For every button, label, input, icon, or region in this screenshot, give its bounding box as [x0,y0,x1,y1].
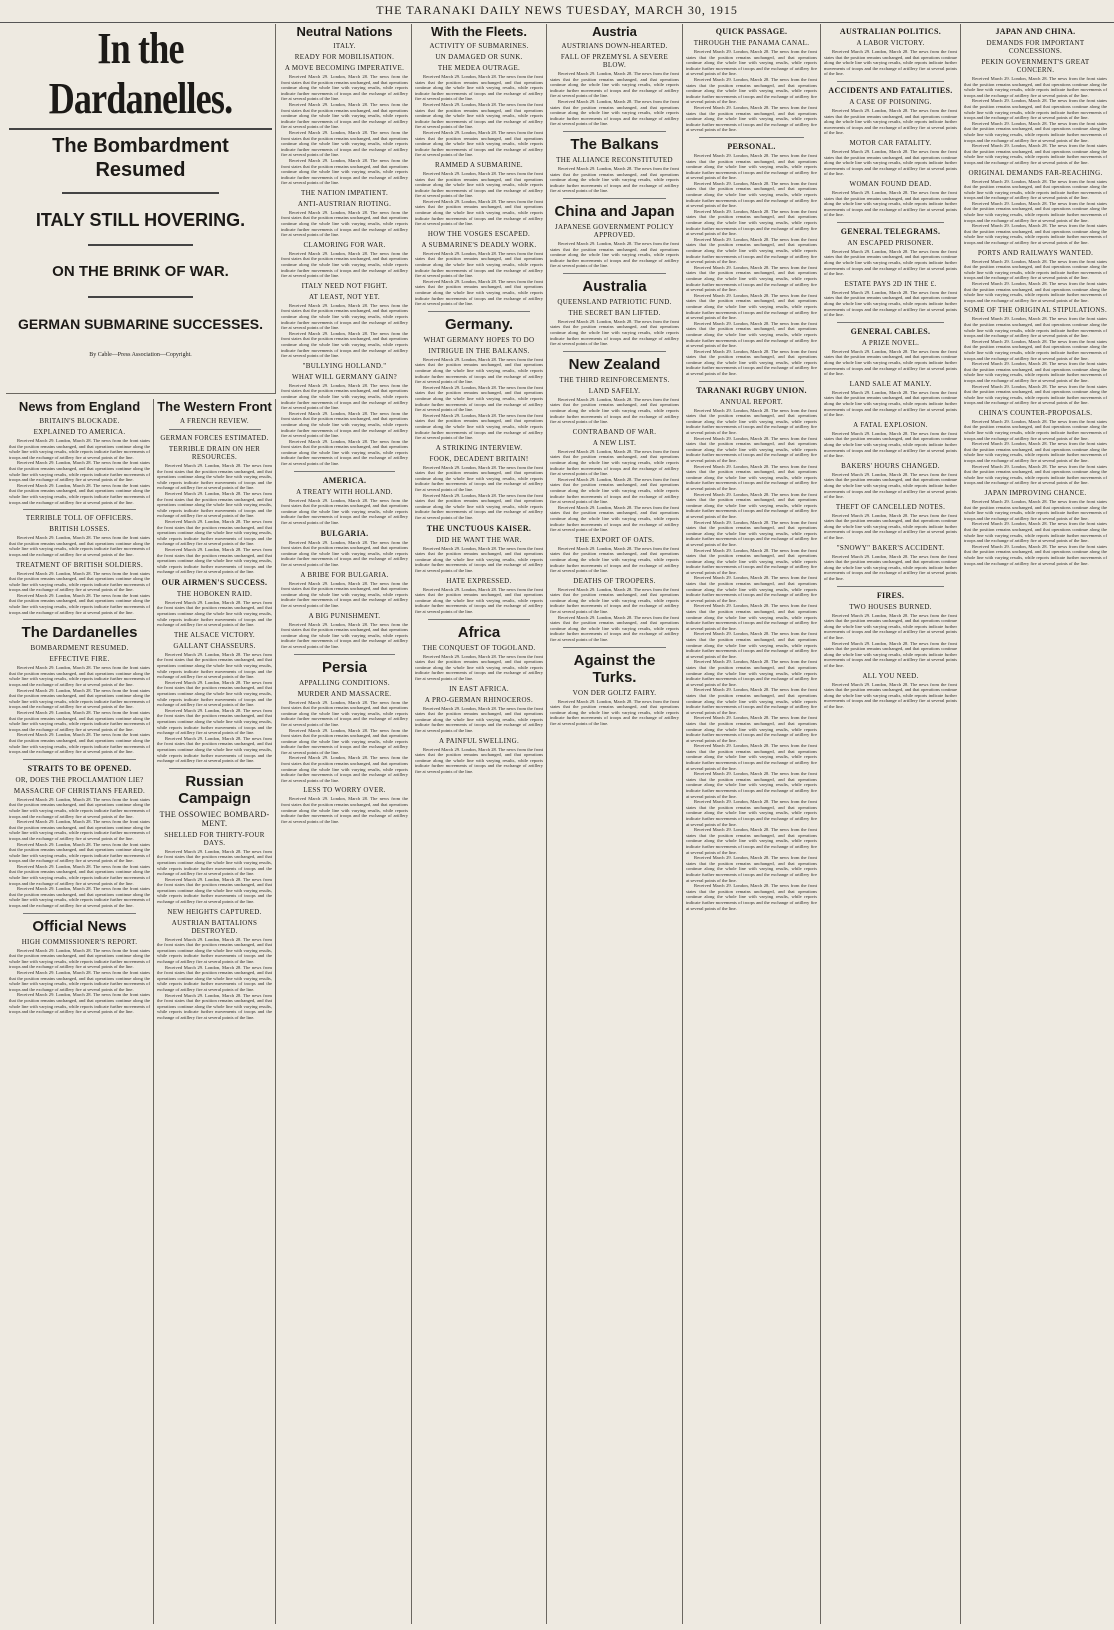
subhead-italy-ready: ITALY NEED NOT FIGHT. [301,281,388,290]
article-text: Received March 29. London, March 28. The news from the front states that the position remains unchanged, and that operations continue along the whole line with varying results, while reports indicate further movements of troops and the exchange of artillery fire at several points of the line. [9,438,150,460]
news-from-england-heading: News from England [18,399,141,414]
subhead-third: THE THIRD REINFORCEMENTS. [559,375,670,384]
subhead-personal: PERSONAL. [727,141,776,151]
persia-heading: Persia [321,658,368,676]
article-text: Received March 29. London, March 28. The news from the front states that the position remains unchanged, and that operations continue along the whole line with varying results, while reports indicate further movements of troops and the exchange of artillery fire at several points of the line. [281,755,408,783]
australia-heading: Australia [582,277,647,295]
subhead-appalling: APPALLING CONDITIONS. [299,678,390,687]
article-text: Received March 29. London, March 28. The news from the front states that the position remains unchanged, and that operations continue along the whole line with varying results, while reports indicate further movements of troops and the exchange of artillery fire at several points of the line. [964,178,1107,201]
article-text: Received March 29. London, March 28. The news from the front states that the position remains unchanged, and that operations continue along the whole line with varying results, while reports indicate further movements of troops and the exchange of artillery fire at several points of the line. [964,281,1107,303]
subhead-austrian: AUSTRIAN BATTALIONS DESTROYED. [171,918,258,935]
article-text: Received March 29. London, March 28. The news from the front states that the position remains unchanged, and that operations continue along the whole line with varying results, while reports indicate further movements of troops and the exchange of artillery fire at several points of the line. [824,248,957,277]
article-text: Received March 29. London, March 28. The news from the front states that the position remains unchanged, and that operations continue along the whole line with varying results, while reports indicate further movements of troops and the exchange of artillery fire at several points of the line. [9,570,150,593]
article-text: Received March 29. London, March 28. The news from the front states that the position remains unchanged, and that operations continue along the whole line with varying results, while reports indicate further movements of troops and the exchange of artillery fire at several points of the line. [686,883,817,911]
subhead-murder: MURDER AND MASSACRE. [297,689,392,698]
subhead-newlist: A NEW LIST. [592,438,637,447]
article-text: Received March 29. London, March 28. The news from the front states that the position remains unchanged, and that operations continue along the whole line with varying results, while reports indicate further movements of troops and the exchange of artillery fire at several points of the line. [157,707,272,736]
subhead-kaiser: THE UNCTUOUS KAISER. [426,523,532,533]
article-text: Received March 29. London, March 28. The news from the front states that the position remains unchanged, and that operations continue along the whole line with varying results, while reports indicate further movements of troops and the exchange of artillery fire at several points of the line. [415,653,543,681]
western-front-heading: The Western Front [157,399,272,414]
article-text: Received March 29. London, March 28. The news from the front states that the position remains unchanged, and that operations continue along the whole line with varying results, while reports indicate further movements of troops and the exchange of artillery fire at several points of the line. [964,258,1107,281]
subhead-america: AMERICA. [322,475,367,485]
column-japan-china [961,24,1110,1624]
subhead-landed: LAND SAFELY. [588,386,641,395]
column-fleets [412,24,547,1624]
subhead-straits: STRAITS TO BE OPENED. [27,763,132,773]
article-text: Received March 29. London, March 28. The news from the front states that the position remains unchanged, and that operations continue along the whole line with varying results, while reports indicate further movements of troops and the exchange of artillery fire at several points of the line. [415,129,543,158]
article-text: Received March 29. London, March 28. The news from the front states that the position remains unchanged, and that operations continue along the whole line with varying results, while reports indicate further movements of troops and the exchange of artillery fire at several points of the line. [824,553,957,582]
subhead-effective: EFFECTIVE FIRE. [49,655,110,664]
subhead-ready: READY FOR MOBILISATION. [294,53,395,61]
article-text: Received March 29. London, March 28. The news from the front states that the position remains unchanged, and that operations continue along the whole line with varying results, while reports indicate further movements of troops and the exchange of artillery fire at several points of the line. [824,512,957,541]
article-text: Received March 29. London, March 28. The news from the front states that the position remains unchanged, and that operations continue along the whole line with varying results, while reports indicate further movements of troops and the exchange of artillery fire at several points of the line. [686,435,817,463]
subhead-rugby: TARANAKI RUGBY UNION. [696,385,807,395]
article-text: Received March 29. London, March 28. The news from the front states that the position remains unchanged, and that operations continue along the whole line with varying results, while reports indicate further movements of troops and the exchange of artillery fire at several points of the line. [686,715,817,743]
article-text: Received March 29. London, March 28. The news from the front states that the position remains unchanged, and that operations continue along the whole line with varying results, while reports indicate further movements of troops and the exchange of artillery fire at several points of the line. [157,992,272,1020]
article-text: Received March 29. London, March 28. The news from the front states that the position remains unchanged, and that operations continue along the whole line with varying results, while reports indicate further movements of troops and the exchange of artillery fire at several points of the line. [686,152,817,181]
subhead-bakers: BAKERS' HOURS CHANGED. [841,461,940,470]
article-text: Received March 29. London, March 28. The news from the front states that the position remains unchanged, and that operations continue along the whole line with varying results, while reports indicate further movements of troops and the exchange of artillery fire at several points of the line. [686,827,817,855]
article-text: Received March 29. London, March 28. The news from the front states that the position remains unchanged, and that operations continue along the whole line with varying results, while reports indicate further movements of troops and the exchange of artillery fire at several points of the line. [686,407,817,436]
article-text: Received March 29. London, March 28. The news from the front states that the position remains unchanged, and that operations continue along the whole line with varying results, while reports indicate further movements of troops and the exchange of artillery fire at several points of the line. [964,499,1107,521]
article-text: Received March 29. London, March 28. The news from the front states that the position remains unchanged, and that operations continue along the whole line with varying results, while reports indicate further movements of troops and the exchange of artillery fire at several points of the line. [9,863,150,886]
article-text: Received March 29. London, March 28. The news from the front states that the position remains unchanged, and that operations continue along the whole line with varying results, while reports indicate further movements of troops and the exchange of artillery fire at several points of the line. [550,98,679,127]
subhead-treaty: A TREATY WITH HOLLAND. [296,487,393,496]
article-text: Received March 29. London, March 28. The news from the front states that the position remains unchanged, and that operations continue along the whole line with varying results, while reports indicate further movements of troops and the exchange of artillery fire at several points of the line. [964,441,1107,464]
article-text: Received March 29. London, March 28. The news from the front states that the position remains unchanged, and that operations continue along the whole line with varying results, while reports indicate further movements of troops and the exchange of artillery fire at several points of the line. [686,491,817,519]
against-turks-heading: Against the Turks. [573,651,656,686]
subhead-decadent: FOOK, DECADENT BRITAIN! [429,454,529,463]
article-text: Received March 29. London, March 28. The news from the front states that the position remains unchanged, and that operations continue along the whole line with varying results, while reports indicate further movements of troops and the exchange of artillery fire at several points of the line. [550,240,679,269]
article-text: Received March 29. London, March 28. The news from the front states that the position remains unchanged, and that operations continue along the whole line with varying results, while reports indicate further movements of troops and the exchange of artillery fire at several points of the line. [281,410,408,439]
article-text: Received March 29. London, March 28. The news from the front states that the position remains unchanged, and that operations continue along the whole line with varying results, while reports indicate further movements of troops and the exchange of artillery fire at several points of the line. [157,518,272,547]
article-text: Received March 29. London, March 28. The news from the front states that the position remains unchanged, and that operations continue along the whole line with varying results, while reports indicate further movements of troops and the exchange of artillery fire at several points of the line. [281,157,408,186]
article-text: Received March 29. London, March 28. The news from the front states that the position remains unchanged, and that operations continue along the whole line with varying results, while reports indicate further movements of troops and the exchange of artillery fire at several points of the line. [9,460,150,483]
article-text: Received March 29. London, March 28. The news from the front states that the position remains unchanged, and that operations continue along the whole line with varying results, while reports indicate further movements of troops and the exchange of artillery fire at several points of the line. [9,687,150,710]
article-text: Received March 29. London, March 28. The news from the front states that the position remains unchanged, and that operations continue along the whole line with varying results, while reports indicate further movements of troops and the exchange of artillery fire at several points of the line. [964,543,1107,566]
new-zealand-heading: New Zealand [568,355,661,373]
article-text: Received March 29. London, March 28. The news from the front states that the position remains unchanged, and that operations continue along the whole line with varying results, while reports indicate further movements of troops and the exchange of artillery fire at several points of the line. [415,356,543,385]
subhead-shelled: SHELLED FOR THIRTY-FOUR DAYS. [164,830,265,847]
subhead-escaped: AN ESCAPED PRISONER. [847,238,934,247]
article-text: Received March 29. London, March 28. The news from the front states that the position remains unchanged, and that operations continue along the whole line with varying results, while reports indicate further movements of troops and the exchange of artillery fire at several points of the line. [281,438,408,467]
article-text: Received March 29. London, March 28. The news from the front states that the position remains unchanged, and that operations continue along the whole line with varying results, while reports indicate further movements of troops and the exchange of artillery fire at several points of the line. [686,208,817,237]
article-text: Received March 29. London, March 28. The news from the front states that the position remains unchanged, and that operations continue along the whole line with varying results, while reports indicate further movements of troops and the exchange of artillery fire at several points of the line. [9,886,150,909]
article-text: Received March 29. London, March 28. The news from the front states that the position remains unchanged, and that operations continue along the whole line with varying results, while reports indicate further movements of troops and the exchange of artillery fire at several points of the line. [415,198,543,227]
subhead-oats: THE EXPORT OF OATS. [574,535,655,544]
article-text: Received March 29. London, March 28. The news from the front states that the position remains unchanged, and that operations continue along the whole line with varying results, while reports indicate further movements of troops and the exchange of artillery fire at several points of the line. [157,546,272,575]
article-text: Received March 29. London, March 28. The news from the front states that the position remains unchanged, and that operations continue along the whole line with varying results, while reports indicate further movements of troops and the exchange of artillery fire at several points of the line. [550,698,679,726]
article-text: Received March 29. London, March 28. The news from the front states that the position remains unchanged, and that operations continue along the whole line with varying results, while reports indicate further movements of troops and the exchange of artillery fire at several points of the line. [281,250,408,279]
article-text: Received March 29. London, March 28. The news from the front states that the position remains unchanged, and that operations continue along the whole line with varying results, while reports indicate further movements of troops and the exchange of artillery fire at several points of the line. [550,614,679,643]
article-text: Received March 29. London, March 28. The news from the front states that the position remains unchanged, and that operations continue along the whole line with varying results, while reports indicate further movements of troops and the exchange of artillery fire at several points of the line. [415,586,543,614]
article-text: Received March 29. London, March 28. The news from the front states that the position remains unchanged, and that operations continue along the whole line with varying results, while reports indicate further movements of troops and the exchange of artillery fire at several points of the line. [281,382,408,411]
article-text: Received March 29. London, March 28. The news from the front states that the position remains unchanged, and that operations continue along the whole line with varying results, while reports indicate further movements of troops and the exchange of artillery fire at several points of the line. [157,936,272,965]
subhead-allyou: ALL YOU NEED. [862,671,919,680]
lead-headline-3: ON THE BRINK OF WAR. [52,263,229,280]
article-text: Received March 29. London, March 28. The news from the front states that the position remains unchanged, and that operations continue along the whole line with varying results, while reports indicate further movements of troops and the exchange of artillery fire at several points of the line. [550,396,679,425]
article-text: Received March 29. London, March 28. The news from the front states that the position remains unchanged, and that operations continue along the whole line with varying results, while reports indicate further movements of troops and the exchange of artillery fire at several points of the line. [157,490,272,519]
article-text: Received March 29. London, March 28. The news from the front states that the position remains unchanged, and that operations continue along the whole line with varying results, while reports indicate further movements of troops and the exchange of artillery fire at several points of the line. [686,519,817,547]
subhead-outrage: THE MEDEA OUTRAGE. [437,64,521,72]
article-text: Received March 29. London, March 28. The news from the front states that the position remains unchanged, and that operations continue along the whole line with varying results, while reports indicate further movements of troops and the exchange of artillery fire at several points of the line. [964,76,1107,98]
article-text: Received March 29. London, March 28. The news from the front states that the position remains unchanged, and that operations continue along the whole line with varying results, while reports indicate further movements of troops and the exchange of artillery fire at several points of the line. [964,338,1107,361]
newspaper-page [6,24,1110,1624]
article-text: Received March 29. London, March 28. The news from the front states that the position remains unchanged, and that operations continue along the whole line with varying results, while reports indicate further movements of troops and the exchange of artillery fire at several points of the line. [9,819,150,841]
subhead-worry: LESS TO WORRY OVER. [303,786,386,795]
subhead-impatient: THE NATION IMPATIENT. [301,188,388,197]
subhead-vosges: HOW THE VOSGES ESCAPED. [427,229,531,238]
article-text: Received March 29. London, March 28. The news from the front states that the position remains unchanged, and that operations continue along the whole line with varying results, while reports indicate further movements of troops and the exchange of artillery fire at several points of the line. [9,710,150,732]
article-text: Received March 29. London, March 28. The news from the front states that the position remains unchanged, and that operations continue along the whole line with varying results, while reports indicate further movements of troops and the exchange of artillery fire at several points of the line. [686,264,817,293]
subhead-ports: PORTS AND RAILWAYS WANTED. [977,248,1094,257]
article-text: Received March 29. London, March 28. The news from the front states that the position remains unchanged, and that operations continue along the whole line with varying results, while reports indicate further movements of troops and the exchange of artillery fire at several points of the line. [157,651,272,680]
article-text: Received March 29. London, March 28. The news from the front states that the position remains unchanged, and that operations continue along the whole line with varying results, while reports indicate further movements of troops and the exchange of artillery fire at several points of the line. [281,699,408,727]
subhead-panama: THROUGH THE PANAMA CANAL. [693,39,810,47]
official-news-heading: Official News [32,917,127,935]
subhead-labor: A LABOR VICTORY. [856,39,925,47]
subhead-explosion: A FATAL EXPLOSION. [853,420,928,429]
subhead-hate: HATE EXPRESSED. [446,576,512,585]
subhead-alsace: THE ALSACE VICTORY. [174,630,255,639]
article-text: Received March 29. London, March 28. The news from the front states that the position remains unchanged, and that operations continue along the whole line with varying results, while reports indicate further movements of troops and the exchange of artillery fire at several points of the line. [415,278,543,307]
subhead-japan-china: JAPAN AND CHINA. [995,27,1076,36]
with-the-fleets-heading: With the Fleets. [431,24,527,39]
subhead-massacre: MASSACRE OF CHRISTIANS FEARED. [13,786,146,795]
subhead-fires: FIRES. [876,590,905,600]
subhead-deaths: DEATHS OF TROOPERS. [573,576,656,585]
subhead-stipulations: SOME OF THE ORIGINAL STIPULATIONS. [964,306,1108,315]
article-text: Received March 29. London, March 28. The news from the front states that the position remains unchanged, and that operations continue along the whole line with varying results, while reports indicate further movements of troops and the exchange of artillery fire at several points of the line. [964,316,1107,339]
subhead-prize: A PRIZE NOVEL. [861,338,920,347]
article-text: Received March 29. London, March 28. The news from the front states that the position remains unchanged, and that operations continue along the whole line with varying results, while reports indicate further movements of troops and the exchange of artillery fire at several points of the line. [686,292,817,321]
column-western-front [154,399,276,1624]
article-text: Received March 29. London, March 28. The news from the front states that the position remains unchanged, and that operations continue along the whole line with varying results, while reports indicate further movements of troops and the exchange of artillery fire at several points of the line. [964,383,1107,406]
africa-heading: Africa [457,623,501,641]
article-text: Received March 29. London, March 28. The news from the front states that the position remains unchanged, and that operations continue along the whole line with varying results, while reports indicate further movements of troops and the exchange of artillery fire at several points of the line. [415,250,543,279]
column-quick-passage [683,24,821,1624]
subhead-secret: THE SECRET BAN LIFTED. [568,308,661,317]
subhead-toll: TERRIBLE TOLL OF OFFICERS. [25,514,134,523]
subhead-quick: QUICK PASSAGE. [715,27,788,36]
article-text: Received March 29. London, March 28. The news from the front states that the position remains unchanged, and that operations continue along the whole line with varying results, while reports indicate further movements of troops and the exchange of artillery fire at several points of the line. [686,631,817,659]
lead-headline-4: GERMAN SUBMARINE SUCCESSES. [17,316,264,332]
russian-campaign-heading: Russian Campaign [178,772,251,807]
article-text: Received March 29. London, March 28. The news from the front states that the position remains unchanged, and that operations continue along the whole line with varying results, while reports indicate further movements of troops and the exchange of artillery fire at several points of the line. [686,603,817,631]
article-text: Received March 29. London, March 28. The news from the front states that the position remains unchanged, and that operations continue along the whole line with varying results, while reports indicate further movements of troops and the exchange of artillery fire at several points of the line. [964,223,1107,246]
masthead: THE TARANAKI DAILY NEWS TUESDAY, MARCH 30, 1915 [0,0,1114,23]
subhead-land: LAND SALE AT MANLY. [849,379,932,388]
column-neutral-nations [278,24,412,1624]
article-text: Received March 29. London, March 28. The news from the front states that the position remains unchanged, and that operations continue along the whole line with varying results, while reports indicate further movements of troops and the exchange of artillery fire at several points of the line. [550,476,679,505]
article-text: Received March 29. London, March 28. The news from the front states that the position remains unchanged, and that operations continue along the whole line with varying results, while reports indicate further movements of troops and the exchange of artillery fire at several points of the line. [415,545,543,573]
column-austria [547,24,683,1624]
article-text: Received March 29. London, March 28. The news from the front states that the position remains unchanged, and that operations continue along the whole line with varying results, while reports indicate further movements of troops and the exchange of artillery fire at several points of the line. [9,482,150,505]
subhead-blockade: BRITAIN'S BLOCKADE. [39,417,120,425]
article-text: Received March 29. London, March 28. The news from the front states that the position remains unchanged, and that operations continue along the whole line with varying results, while reports indicate further movements of troops and the exchange of artillery fire at several points of the line. [686,687,817,715]
article-text: Received March 29. London, March 28. The news from the front states that the position remains unchanged, and that operations continue along the whole line with varying results, while reports indicate further movements of troops and the exchange of artillery fire at several points of the line. [686,180,817,209]
article-text: Received March 29. London, March 28. The news from the front states that the position remains unchanged, and that operations continue along the whole line with varying results, while reports indicate further movements of troops and the exchange of artillery fire at several points of the line. [686,49,817,77]
subhead-alliance: THE ALLIANCE RECONSTITUTED [556,155,673,164]
subhead-damaged: UN DAMAGED OR SUNK. [435,53,523,61]
article-text: Received March 29. London, March 28. The news from the front states that the position remains unchanged, and that operations continue along the whole line with varying results, while reports indicate further movements of troops and the exchange of artillery fire at several points of the line. [9,592,150,615]
china-japan-heading: China and Japan [554,202,675,220]
article-text: Received March 29. London, March 28. The news from the front states that the position remains unchanged, and that operations continue along the whole line with varying results, while reports indicate further movements of troops and the exchange of artillery fire at several points of the line. [824,107,957,136]
subhead-annual: ANNUAL REPORT. [720,397,783,406]
article-text: Received March 29. London, March 28. The news from the front states that the position remains unchanged, and that operations continue along the whole line with varying results, while reports indicate further movements of troops and the exchange of artillery fire at several points of the line. [9,796,150,819]
subhead-goltz: VON DER GOLTZ FAIRY. [572,688,657,697]
article-text: Received March 29. London, March 28. The news from the front states that the position remains unchanged, and that operations continue along the whole line with varying results, while reports indicate further movements of troops and the exchange of artillery fire at several points of the line. [415,74,543,102]
subhead-intrigue: INTRIGUE IN THE BALKANS. [428,346,530,355]
article-text: Received March 29. London, March 28. The news from the front states that the position remains unchanged, and that operations continue along the whole line with varying results, while reports indicate further movements of troops and the exchange of artillery fire at several points of the line. [281,727,408,755]
subhead-bombardment: BOMBARDMENT RESUMED. [30,644,129,653]
germany-heading: Germany. [444,315,514,333]
subhead-striking: A STRIKING INTERVIEW. [435,443,523,452]
article-text: Received March 29. London, March 28. The news from the front states that the position remains unchanged, and that operations continue along the whole line with varying results, while reports indicate further movements of troops and the exchange of artillery fire at several points of the line. [824,612,957,640]
article-text: Received March 29. London, March 28. The news from the front states that the position remains unchanged, and that operations continue along the whole line with varying results, while reports indicate further movements of troops and the exchange of artillery fire at several points of the line. [281,621,408,649]
subhead-treatment: TREATMENT OF BRITISH SOLDIERS. [15,560,144,569]
subhead-demands: DEMANDS FOR IMPORTANT CONCESSIONS. [986,39,1085,55]
subhead-rhinoceros: A PRO-GERMAN RHINOCEROS. [424,695,534,704]
article-text: Received March 29. London, March 28. The news from the front states that the position remains unchanged, and that operations continue along the whole line with varying results, while reports indicate further movements of troops and the exchange of artillery fire at several points of the line. [964,361,1107,383]
subhead-drain: TERRIBLE DRAIN ON HER RESOURCES. [168,445,261,461]
subhead-proclamation: OR, DOES THE PROCLAMATION LIE? [15,775,144,784]
article-text: Received March 29. London, March 28. The news from the front states that the position remains unchanged, and that operations continue along the whole line with varying results, while reports indicate further movements of troops and the exchange of artillery fire at several points of the line. [824,430,957,459]
subhead-poisoning: A CASE OF POISONING. [849,97,932,106]
article-text: Received March 29. London, March 28. The news from the front states that the position remains unchanged, and that operations continue along the whole line with varying results, while reports indicate further movements of troops and the exchange of artillery fire at several points of the line. [157,848,272,877]
subhead-togoland: THE CONQUEST OF TOGOLAND. [422,643,536,652]
article-text: Received March 29. London, March 28. The news from the front states that the position remains unchanged, and that operations continue along the whole line with varying results, while reports indicate further movements of troops and the exchange of artillery fire at several points of the line. [550,71,679,99]
article-text: Received March 29. London, March 28. The news from the front states that the position remains unchanged, and that operations continue along the whole line with varying results, while reports indicate further movements of troops and the exchange of artillery fire at several points of the line. [550,504,679,533]
article-text: Received March 29. London, March 28. The news from the front states that the position remains unchanged, and that operations continue along the whole line with varying results, while reports indicate further movements of troops and the exchange of artillery fire at several points of the line. [550,448,679,477]
subhead-hopes: WHAT GERMANY HOPES TO DO [423,335,535,344]
article-text: Received March 29. London, March 28. The news from the front states that the position remains unchanged, and that operations continue along the whole line with varying results, while reports indicate further movements of troops and the exchange of artillery fire at several points of the line. [686,236,817,265]
article-text: Received March 29. London, March 28. The news from the front states that the position remains unchanged, and that operations continue along the whole line with varying results, while reports indicate further movements of troops and the exchange of artillery fire at several points of the line. [964,120,1107,143]
subhead-explained: EXPLAINED TO AMERICA. [33,428,126,436]
subhead-report: HIGH COMMISSIONER'S REPORT. [21,937,138,946]
article-text: Received March 29. London, March 28. The news from the front states that the position remains unchanged, and that operations continue along the whole line with varying results, while reports indicate further movements of troops and the exchange of artillery fire at several points of the line. [9,535,150,557]
article-text: Received March 29. London, March 28. The news from the front states that the position remains unchanged, and that operations continue along the whole line with varying results, while reports indicate further movements of troops and the exchange of artillery fire at several points of the line. [281,302,408,331]
article-text: Received March 29. London, March 28. The news from the front states that the position remains unchanged, and that operations continue along the whole line with varying results, while reports indicate further movements of troops and the exchange of artillery fire at several points of the line. [686,547,817,575]
article-text: Received March 29. London, March 28. The news from the front states that the position remains unchanged, and that operations continue along the whole line with varying results, while reports indicate further movements of troops and the exchange of artillery fire at several points of the line. [964,521,1107,544]
article-text: Received March 29. London, March 28. The news from the front states that the position remains unchanged, and that operations continue along the whole line with varying results, while reports indicate further movements of troops and the exchange of artillery fire at several points of the line. [415,170,543,199]
article-text: Received March 29. London, March 28. The news from the front states that the position remains unchanged, and that operations continue along the whole line with varying results, while reports indicate further movements of troops and the exchange of artillery fire at several points of the line. [281,580,408,608]
subhead-bribe: A BRIBE FOR BULGARIA. [300,570,389,579]
article-text: Received March 29. London, March 28. The news from the front states that the position remains unchanged, and that operations continue along the whole line with varying results, while reports indicate further movements of troops and the exchange of artillery fire at several points of the line. [9,970,150,992]
subhead-move: A MOVE BECOMING IMPERATIVE. [284,64,405,72]
article-text: Received March 29. London, March 28. The news from the front states that the position remains unchanged, and that operations continue along the whole line with varying results, while reports indicate further movements of troops and the exchange of artillery fire at several points of the line. [415,412,543,441]
article-text: Received March 29. London, March 28. The news from the front states that the position remains unchanged, and that operations continue along the whole line with varying results, while reports indicate further movements of troops and the exchange of artillery fire at several points of the line. [550,545,679,574]
subhead-gain: WHAT WILL GERMANY GAIN? [291,372,398,381]
article-text: Received March 29. London, March 28. The news from the front states that the position remains unchanged, and that operations continue along the whole line with varying results, while reports indicate further movements of troops and the exchange of artillery fire at several points of the line. [281,209,408,238]
article-text: Received March 29. London, March 28. The news from the front states that the position remains unchanged, and that operations continue along the whole line with varying results, while reports indicate further movements of troops and the exchange of artillery fire at several points of the line. [686,76,817,105]
subhead-activity: ACTIVITY OF SUBMARINES. [429,42,529,50]
article-text: Received March 29. London, March 28. The news from the front states that the position remains unchanged, and that operations continue along the whole line with varying results, while reports indicate further movements of troops and the exchange of artillery fire at several points of the line. [415,705,543,733]
article-text: Received March 29. London, March 28. The news from the front states that the position remains unchanged, and that operations continue along the whole line with varying results, while reports indicate further movements of troops and the exchange of artillery fire at several points of the line. [686,855,817,883]
article-text: Received March 29. London, March 28. The news from the front states that the position remains unchanged, and that operations continue along the whole line with varying results, while reports indicate further movements of troops and the exchange of artillery fire at several points of the line. [281,539,408,567]
subhead-swelling: A PAINFUL SWELLING. [438,736,520,745]
article-text: Received March 29. London, March 28. The news from the front states that the position remains unchanged, and that operations continue along the whole line with varying results, while reports indicate further movements of troops and the exchange of artillery fire at several points of the line. [550,165,679,194]
balkans-heading: The Balkans [570,135,659,153]
subhead-italy: ITALY. [333,42,356,50]
subhead-motor: MOTOR CAR FATALITY. [849,138,932,147]
article-text: Received March 29. London, March 28. The news from the front states that the position remains unchanged, and that operations continue along the whole line with varying results, while reports indicate further movements of troops and the exchange of artillery fire at several points of the line. [686,659,817,687]
subhead-snowy: "SNOWY" BAKER'S ACCIDENT. [836,543,945,552]
article-text: Received March 29. London, March 28. The news from the front states that the position remains unchanged, and that operations continue along the whole line with varying results, while reports indicate further movements of troops and the exchange of artillery fire at several points of the line. [824,289,957,318]
subhead-houses: TWO HOUSES BURNED. [849,602,932,611]
article-text: Received March 29. London, March 28. The news from the front states that the position remains unchanged, and that operations continue along the whole line with varying results, while reports indicate further movements of troops and the exchange of artillery fire at several points of the line. [157,876,272,905]
subhead-forces: GERMAN FORCES ESTIMATED. [160,434,269,442]
subhead-heights: NEW HEIGHTS CAPTURED. [167,907,262,916]
article-text: Received March 29. London, March 28. The news from the front states that the position remains unchanged, and that operations continue along the whole line with varying results, while reports indicate further movements of troops and the exchange of artillery fire at several points of the line. [686,799,817,827]
subhead-airmen: OUR AIRMEN'S SUCCESS. [161,577,268,587]
article-text: Received March 29. London, March 28. The news from the front states that the position remains unchanged, and that operations continue along the whole line with varying results, while reports indicate further movements of troops and the exchange of artillery fire at several points of the line. [964,463,1107,486]
subhead-przemysl: FALL OF PRZEMYSL A SEVERE BLOW. [560,53,669,69]
article-text: Received March 29. London, March 28. The news from the front states that the position remains unchanged, and that operations continue along the whole line with varying results, while reports indicate further movements of troops and the exchange of artillery fire at several points of the line. [157,679,272,708]
article-text: Received March 29. London, March 28. The news from the front states that the position remains unchanged, and that operations continue along the whole line with varying results, while reports indicate further movements of troops and the exchange of artillery fire at several points of the line. [281,330,408,359]
article-text: Received March 29. London, March 28. The news from the front states that the position remains unchanged, and that operations continue along the whole line with varying results, while reports indicate further movements of troops and the exchange of artillery fire at several points of the line. [824,189,957,218]
subhead-theft: THEFT OF CANCELLED NOTES. [835,502,946,511]
article-text: Received March 29. London, March 28. The news from the front states that the position remains unchanged, and that operations continue along the whole line with varying results, while reports indicate further movements of troops and the exchange of artillery fire at several points of the line. [964,418,1107,441]
article-text: Received March 29. London, March 28. The news from the front states that the position remains unchanged, and that operations continue along the whole line with varying results, while reports indicate further movements of troops and the exchange of artillery fire at several points of the line. [824,348,957,377]
article-text: Received March 29. London, March 28. The news from the front states that the position remains unchanged, and that operations continue along the whole line with varying results, while reports indicate further movements of troops and the exchange of artillery fire at several points of the line. [415,464,543,493]
subhead-raid: THE HOBOKEN RAID. [176,589,253,598]
subhead-punishment: A BIG PUNISHMENT. [308,611,381,620]
article-text: Received March 29. London, March 28. The news from the front states that the position remains unchanged, and that operations continue along the whole line with varying results, while reports indicate further movements of troops and the exchange of artillery fire at several points of the line. [281,129,408,158]
article-text: Received March 29. London, March 28. The news from the front states that the position remains unchanged, and that operations continue along the whole line with varying results, while reports indicate further movements of troops and the exchange of artillery fire at several points of the line. [964,98,1107,121]
subhead-counter: CHINA'S COUNTER-PROPOSALS. [978,408,1093,417]
lead-headline-2: ITALY STILL HOVERING. [35,210,246,230]
article-text: Received March 29. London, March 28. The news from the front states that the position remains unchanged, and that operations continue along the whole line with varying results, while reports indicate further movements of troops and the exchange of artillery fire at several points of the line. [824,640,957,668]
article-text: Received March 29. London, March 28. The news from the front states that the position remains unchanged, and that operations continue along the whole line with varying results, while reports indicate further movements of troops and the exchange of artillery fire at several points of the line. [964,143,1107,165]
article-text: Received March 29. London, March 28. The news from the front states that the position remains unchanged, and that operations continue along the whole line with varying results, while reports indicate further movements of troops and the exchange of artillery fire at several points of the line. [9,841,150,864]
article-text: Received March 29. London, March 28. The news from the front states that the position remains unchanged, and that operations continue along the whole line with varying results, while reports indicate further movements of troops and the exchange of artillery fire at several points of the line. [686,104,817,133]
subhead-cables: GENERAL CABLES. [850,326,931,336]
subhead-estate: ESTATE PAYS 2D IN THE £. [844,279,937,288]
article-text: Received March 29. London, March 28. The news from the front states that the position remains unchanged, and that operations continue along the whole line with varying results, while reports indicate further movements of troops and the exchange of artillery fire at several points of the line. [686,771,817,799]
subhead-east: IN EAST AFRICA. [449,684,509,693]
article-text: Received March 29. London, March 28. The news from the front states that the position remains unchanged, and that operations continue along the whole line with varying results, while reports indicate further movements of troops and the exchange of artillery fire at several points of the line. [824,681,957,709]
lead-title: In the Dardanelles. [48,24,233,123]
subhead-review: A FRENCH REVIEW. [180,417,249,425]
article-text: Received March 29. London, March 28. The news from the front states that the position remains unchanged, and that operations continue along the whole line with varying results, while reports indicate further movements of troops and the exchange of artillery fire at several points of the line. [686,320,817,349]
subhead-improving: JAPAN IMPROVING CHANCE. [984,489,1087,497]
article-text: Received March 29. London, March 28. The news from the front states that the position remains unchanged, and that operations continue along the whole line with varying results, while reports indicate further movements of troops and the exchange of artillery fire at several points of the line. [9,947,150,970]
subhead-telegrams: GENERAL TELEGRAMS. [840,226,941,236]
subhead-clamoring: CLAMORING FOR WAR. [303,240,386,249]
article-text: Received March 29. London, March 28. The news from the front states that the position remains unchanged, and that operations continue along the whole line with varying results, while reports indicate further movements of troops and the exchange of artillery fire at several points of the line. [281,796,408,824]
article-text: Received March 29. London, March 28. The news from the front states that the position remains unchanged, and that operations continue along the whole line with varying results, while reports indicate further movements of troops and the exchange of artillery fire at several points of the line. [686,575,817,603]
subhead-rioting: ANTI-AUSTRIAN RIOTING. [297,199,392,208]
article-text: Received March 29. London, March 28. The news from the front states that the position remains unchanged, and that operations continue along the whole line with varying results, while reports indicate further movements of troops and the exchange of artillery fire at several points of the line. [9,732,150,755]
lead-headline-1: The Bombardment Resumed [52,135,229,181]
subhead-bullying: "BULLYING HOLLAND." [302,361,387,370]
article-text: Received March 29. London, March 28. The news from the front states that the position remains unchanged, and that operations continue along the whole line with varying results, while reports indicate further movements of troops and the exchange of artillery fire at several points of the line. [824,389,957,418]
article-text: Received March 29. London, March 28. The news from the front states that the position remains unchanged, and that operations continue along the whole line with varying results, while reports indicate further movements of troops and the exchange of artillery fire at several points of the line. [550,318,679,347]
subhead-queensland: QUEENSLAND PATRIOTIC FUND. [557,297,672,306]
subhead-bulgaria: BULGARIA. [320,528,369,538]
column-england [6,399,154,1624]
subhead-chasseurs: GALLANT CHASSEURS. [173,641,256,650]
subhead-deadly: A SUBMARINE'S DEADLY WORK. [421,240,537,249]
subhead-original: ORIGINAL DEMANDS FAR-REACHING. [968,168,1103,177]
article-text: Received March 29. London, March 28. The news from the front states that the position remains unchanged, and that operations continue along the whole line with varying results, while reports indicate further movements of troops and the exchange of artillery fire at several points of the line. [157,964,272,992]
article-text: Received March 29. London, March 28. The news from the front states that the position remains unchanged, and that operations continue along the whole line with varying results, while reports indicate further movements of troops and the exchange of artillery fire at several points of the line. [824,471,957,500]
article-text: Received March 29. London, March 28. The news from the front states that the position remains unchanged, and that operations continue along the whole line with varying results, while reports indicate further movements of troops and the exchange of artillery fire at several points of the line. [686,463,817,491]
article-text: Received March 29. London, March 28. The news from the front states that the position remains unchanged, and that operations continue along the whole line with varying results, while reports indicate further movements of troops and the exchange of artillery fire at several points of the line. [281,74,408,102]
byline: By Cable—Press Association—Copyright. [89,352,192,358]
article-text: Received March 29. London, March 28. The news from the front states that the position remains unchanged, and that operations continue along the whole line with varying results, while reports indicate further movements of troops and the exchange of artillery fire at several points of the line. [415,746,543,774]
article-text: Received March 29. London, March 28. The news from the front states that the position remains unchanged, and that operations continue along the whole line with varying results, while reports indicate further movements of troops and the exchange of artillery fire at several points of the line. [686,348,817,377]
article-text: Received March 29. London, March 28. The news from the front states that the position remains unchanged, and that operations continue along the whole line with varying results, while reports indicate further movements of troops and the exchange of artillery fire at several points of the line. [281,497,408,526]
subhead-accidents: ACCIDENTS AND FATALITIES. [828,85,953,95]
subhead-rammed: RAMMED A SUBMARINE. [435,160,523,169]
article-text: Received March 29. London, March 28. The news from the front states that the position remains unchanged, and that operations continue along the whole line with varying results, while reports indicate further movements of troops and the exchange of artillery fire at several points of the line. [157,735,272,764]
article-text: Received March 29. London, March 28. The news from the front states that the position remains unchanged, and that operations continue along the whole line with varying results, while reports indicate further movements of troops and the exchange of artillery fire at several points of the line. [281,101,408,130]
article-text: Received March 29. London, March 28. The news from the front states that the position remains unchanged, and that operations continue along the whole line with varying results, while reports indicate further movements of troops and the exchange of artillery fire at several points of the line. [415,101,543,130]
austria-heading: Austria [592,24,637,39]
article-text: Received March 29. London, March 28. The news from the front states that the position remains unchanged, and that operations continue along the whole line with varying results, while reports indicate further movements of troops and the exchange of artillery fire at several points of the line. [824,148,957,177]
subhead-didhe: DID HE WANT THE WAR. [436,535,522,544]
article-text: Received March 29. London, March 28. The news from the front states that the position remains unchanged, and that operations continue along the whole line with varying results, while reports indicate further movements of troops and the exchange of artillery fire at several points of the line. [824,49,957,77]
article-text: Received March 29. London, March 28. The news from the front states that the position remains unchanged, and that operations continue along the whole line with varying results, while reports indicate further movements of troops and the exchange of artillery fire at several points of the line. [550,586,679,615]
dardanelles-heading: The Dardanelles [21,624,138,642]
subhead-japanese: JAPANESE GOVERNMENT POLICY APPROVED. [554,222,675,239]
subhead-atleast: AT LEAST, NOT YET. [309,292,380,301]
article-text: Received March 29. London, March 28. The news from the front states that the position remains unchanged, and that operations continue along the whole line with varying results, while reports indicate further movements of troops and the exchange of artillery fire at several points of the line. [415,384,543,413]
article-text: Received March 29. London, March 28. The news from the front states that the position remains unchanged, and that operations continue along the whole line with varying results, while reports indicate further movements of troops and the exchange of artillery fire at several points of the line. [415,492,543,521]
subhead-losses: BRITISH LOSSES. [49,525,110,534]
lead-story [6,24,276,394]
subhead-pekin: PEKIN GOVERNMENT'S GREAT CONCERN. [981,58,1090,74]
subhead-aust-pol: AUSTRALIAN POLITICS. [839,27,942,36]
subhead-contraband: CONTRABAND OF WAR. [572,427,657,436]
article-text: Received March 29. London, March 28. The news from the front states that the position remains unchanged, and that operations continue along the whole line with varying results, while reports indicate further movements of troops and the exchange of artillery fire at several points of the line. [9,665,150,688]
subhead-woman: WOMAN FOUND DEAD. [849,179,932,188]
subhead-downhearted: AUSTRIANS DOWN-HEARTED. [561,42,668,50]
column-australian-politics [821,24,961,1624]
article-text: Received March 29. London, March 28. The news from the front states that the position remains unchanged, and that operations continue along the whole line with varying results, while reports indicate further movements of troops and the exchange of artillery fire at several points of the line. [964,200,1107,223]
article-text: Received March 29. London, March 28. The news from the front states that the position remains unchanged, and that operations continue along the whole line with varying results, while reports indicate further movements of troops and the exchange of artillery fire at several points of the line. [157,463,272,491]
article-text: Received March 29. London, March 28. The news from the front states that the position remains unchanged, and that operations continue along the whole line with varying results, while reports indicate further movements of troops and the exchange of artillery fire at several points of the line. [686,743,817,771]
article-text: Received March 29. London, March 28. The news from the front states that the position remains unchanged, and that operations continue along the whole line with varying results, while reports indicate further movements of troops and the exchange of artillery fire at several points of the line. [157,599,272,628]
neutral-nations-heading: Neutral Nations [296,24,393,39]
subhead-ossowiec: THE OSSOWIEC BOMBARD-MENT. [159,809,270,828]
article-text: Received March 29. London, March 28. The news from the front states that the position remains unchanged, and that operations continue along the whole line with varying results, while reports indicate further movements of troops and the exchange of artillery fire at several points of the line. [9,992,150,1015]
